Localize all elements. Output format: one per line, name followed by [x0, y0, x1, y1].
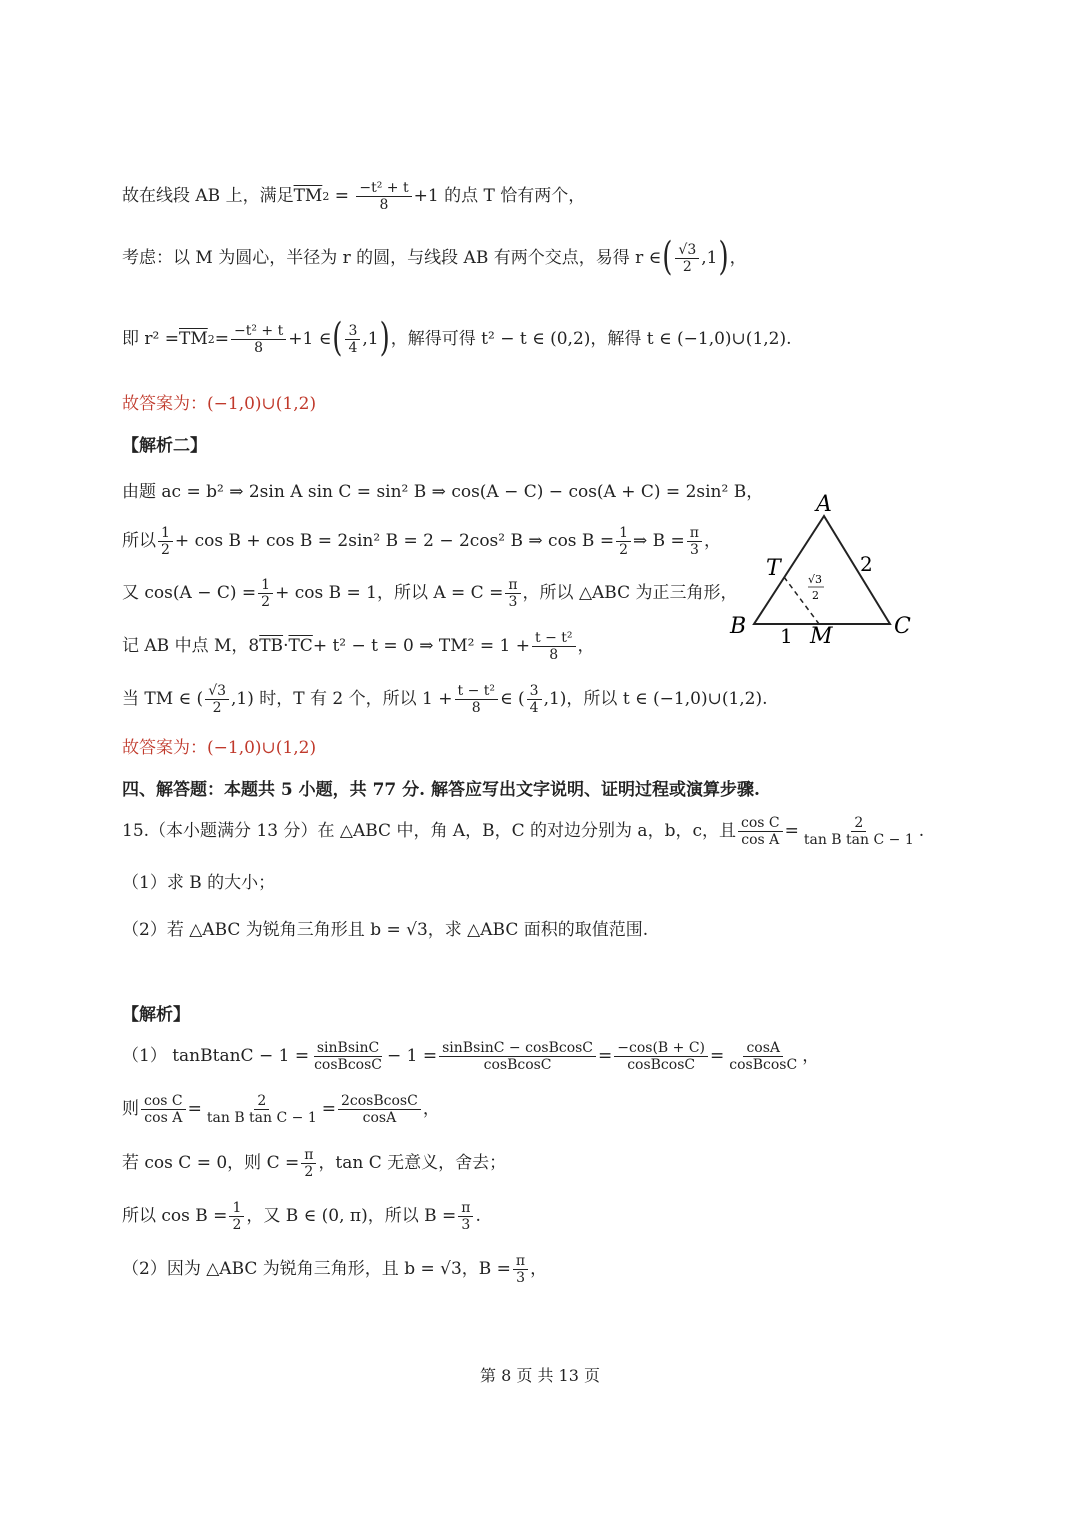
- text: ⇒ B =: [633, 531, 685, 552]
- page-footer: 第 8 页 共 13 页: [480, 1366, 600, 1385]
- fraction: [801, 815, 917, 848]
- fraction: [726, 1040, 800, 1073]
- paren-left: (: [332, 316, 343, 362]
- dot: ·: [283, 636, 289, 657]
- text: =: [598, 1046, 613, 1067]
- numerator: 1: [158, 525, 173, 542]
- numerator: π: [458, 1200, 473, 1217]
- text: 当 TM ∈ (: [122, 689, 204, 710]
- vertex-b-label: B: [730, 614, 747, 639]
- answer-2: [122, 738, 316, 758]
- numerator: 2: [254, 1093, 269, 1110]
- answer-1: [122, 394, 316, 414]
- text: ，: [802, 1046, 820, 1067]
- denominator: 2: [161, 542, 170, 559]
- text: （1）求 B 的大小；: [122, 873, 276, 893]
- denominator: 3: [689, 542, 699, 559]
- text: .: [475, 1206, 481, 1227]
- side-ac-label: 2: [860, 552, 873, 576]
- denominator: cos A: [144, 1110, 183, 1127]
- text: =: [321, 1099, 336, 1120]
- text: ,1)，所以 t ∈ (−1,0)∪(1,2).: [543, 689, 768, 710]
- text: =: [187, 1099, 202, 1120]
- text: +1 的点 T 恰有两个，: [413, 186, 586, 207]
- fraction: [513, 1253, 528, 1286]
- vector-tb: $\overline{TB}$: [259, 636, 284, 657]
- fraction: [455, 683, 499, 716]
- text: 若 cos C = 0，则 C =: [122, 1153, 300, 1174]
- numerator: 1: [229, 1200, 244, 1217]
- equals: =: [329, 186, 355, 207]
- text: 记 AB 中点 M，8: [122, 636, 260, 657]
- numerator: 1: [616, 525, 631, 542]
- denominator: 8: [549, 647, 559, 664]
- fraction: [675, 242, 699, 275]
- vector-tm: $\overline{TM}$: [179, 329, 208, 350]
- text: ，所以 △ABC 为正三角形，: [522, 583, 738, 604]
- question-15: [122, 815, 924, 848]
- denominator: cosA: [362, 1110, 397, 1127]
- paren-right: ): [379, 316, 390, 362]
- text: ，: [422, 1099, 440, 1120]
- text: 故在线段 AB 上，满足: [122, 186, 294, 207]
- text: 所以 cos B =: [122, 1206, 228, 1227]
- text: + cos B = 1，所以 A = C =: [275, 583, 504, 604]
- text: ，: [530, 1259, 548, 1280]
- text: （1） tanBtanC − 1 =: [122, 1046, 310, 1067]
- fraction: [258, 577, 273, 610]
- fraction: [158, 525, 173, 558]
- point-m-label: M: [810, 624, 833, 649]
- fraction: [439, 1040, 596, 1073]
- text: +1 ∈: [288, 329, 332, 350]
- denominator: 2: [619, 542, 628, 559]
- heading-solution: [122, 1005, 190, 1025]
- text: + cos B + cos B = 2sin² B = 2 − 2cos² B ⇒ cos B =: [174, 531, 615, 552]
- heading-text: 【解析】: [122, 1005, 190, 1025]
- denominator: 2: [304, 1164, 314, 1181]
- line-t2: [122, 235, 747, 281]
- equals: =: [784, 821, 799, 842]
- numerator: cos C: [141, 1093, 186, 1110]
- section-heading: [122, 780, 760, 800]
- fraction: [616, 525, 631, 558]
- line-s-1: [122, 1040, 819, 1073]
- fraction: [687, 525, 702, 558]
- text: ，解得可得 t² − t ∈ (0,2)，解得 t ∈ (−1,0)∪(1,2).: [390, 329, 792, 350]
- text: （2）若 △ABC 为锐角三角形且 b = √3，求 △ABC 面积的取值范围.: [122, 920, 649, 940]
- question-15-part-2: [122, 920, 648, 940]
- question-15-part-1: [122, 873, 275, 893]
- fraction: [338, 1093, 421, 1126]
- text: ，又 B ∈ (0, π)，所以 B =: [246, 1206, 457, 1227]
- text: （2）因为 △ABC 为锐角三角形，且 b = √3，B =: [122, 1259, 511, 1280]
- line-s2-1: [122, 482, 763, 502]
- numerator: π: [505, 577, 520, 594]
- text: ，: [577, 636, 595, 657]
- line-s-4: [122, 1200, 481, 1233]
- numerator: t − t²: [532, 630, 576, 647]
- numerator: −t² + t: [356, 180, 411, 197]
- numerator: π: [513, 1253, 528, 1270]
- denominator: 8: [379, 197, 389, 214]
- line-s2-4: [122, 630, 595, 663]
- text: 即 r² =: [122, 329, 179, 350]
- line-s2-2: [122, 525, 721, 558]
- numerator: 2cosBcosC: [338, 1093, 421, 1110]
- line-s-5: [122, 1253, 547, 1286]
- text: 15.（本小题满分 13 分）在 △ABC 中，角 A，B，C 的对边分别为 a，b，c，且: [122, 821, 736, 842]
- paren-right: ): [718, 235, 729, 281]
- denominator: 2: [232, 1217, 242, 1234]
- line-s-3: [122, 1147, 506, 1180]
- fraction: [356, 180, 411, 213]
- fraction: [738, 815, 783, 848]
- tm-length-num: √3: [808, 573, 823, 586]
- denominator: cosBcosC: [483, 1057, 552, 1074]
- side-bm-label: 1: [780, 624, 793, 648]
- denominator: 2: [261, 594, 271, 611]
- fraction: [527, 683, 542, 716]
- equals: =: [214, 329, 229, 350]
- fraction: [301, 1147, 316, 1180]
- denominator: 4: [348, 340, 358, 357]
- fraction: [532, 630, 576, 663]
- denominator: 3: [508, 594, 518, 611]
- fraction: [204, 1093, 320, 1126]
- text: ,1: [701, 248, 718, 269]
- paren-left: (: [662, 235, 673, 281]
- numerator: 3: [345, 323, 360, 340]
- fraction: [205, 683, 229, 716]
- numerator: −cos(B + C): [614, 1040, 708, 1057]
- fraction: [229, 1200, 244, 1233]
- vector-tm: $\overline{TM}$: [293, 186, 323, 207]
- answer-text: 故答案为：(−1,0)∪(1,2): [122, 394, 317, 414]
- text: ，: [729, 248, 747, 269]
- numerator: cos C: [738, 815, 783, 832]
- line-s2-3: [122, 577, 738, 610]
- fraction: [141, 1093, 186, 1126]
- denominator: cosBcosC: [729, 1057, 798, 1074]
- line-s2-5: [122, 683, 768, 716]
- text: .: [918, 821, 925, 842]
- text: 所以: [122, 531, 156, 552]
- numerator: 3: [527, 683, 542, 700]
- denominator: cosBcosC: [314, 1057, 382, 1074]
- numerator: t − t²: [455, 683, 499, 700]
- numerator: √3: [205, 683, 229, 700]
- numerator: π: [687, 525, 702, 542]
- text: ,1: [362, 329, 379, 350]
- text: 由题 ac = b² ⇒ 2sin A sin C = sin² B ⇒ cos(A − C) − cos(A + C) = 2sin² B，: [122, 482, 764, 502]
- line-t1: [122, 180, 585, 213]
- numerator: −t² + t: [231, 323, 286, 340]
- numerator: sinBsinC: [314, 1040, 382, 1057]
- text: − 1 =: [387, 1046, 438, 1067]
- text: 则: [122, 1099, 139, 1120]
- answer-text: 故答案为：(−1,0)∪(1,2): [122, 738, 317, 758]
- point-t-label: T: [766, 556, 781, 581]
- denominator: tan B tan C − 1: [206, 1110, 317, 1127]
- numerator: sinBsinC − cosBcosC: [439, 1040, 596, 1057]
- text: 又 cos(A − C) =: [122, 583, 257, 604]
- numerator: 2: [851, 815, 866, 832]
- denominator: cos A: [741, 832, 780, 849]
- vertex-a-label: A: [816, 492, 832, 517]
- fraction: [231, 323, 286, 356]
- text: =: [710, 1046, 725, 1067]
- denominator: 3: [461, 1217, 471, 1234]
- fraction: [458, 1200, 473, 1233]
- superscript: 2: [322, 190, 330, 203]
- text: + t² − t = 0 ⇒ TM² = 1 +: [312, 636, 531, 657]
- denominator: 8: [471, 700, 481, 717]
- denominator: tan B tan C − 1: [803, 832, 914, 849]
- denominator: 2: [212, 700, 222, 717]
- denominator: 2: [682, 259, 692, 276]
- fraction: [505, 577, 520, 610]
- vertex-c-label: C: [894, 614, 911, 639]
- text: ，: [704, 531, 721, 552]
- vector-tc: $\overline{TC}$: [288, 636, 313, 657]
- numerator: 1: [258, 577, 273, 594]
- denominator: 8: [254, 340, 264, 357]
- superscript: 2: [207, 333, 215, 346]
- tm-length-den: 2: [812, 589, 819, 602]
- line-s-2: [122, 1093, 440, 1126]
- denominator: cosBcosC: [627, 1057, 696, 1074]
- text: 考虑：以 M 为圆心，半径为 r 的圆，与线段 AB 有两个交点，易得 r ∈: [122, 248, 662, 269]
- denominator: 3: [516, 1270, 525, 1287]
- numerator: π: [301, 1147, 316, 1164]
- text: ∈ (: [500, 689, 525, 710]
- heading-text: 【解析二】: [122, 436, 207, 456]
- numerator: cosA: [743, 1040, 783, 1057]
- line-t3: [122, 316, 792, 362]
- heading-text: 四、解答题：本题共 5 小题，共 77 分. 解答应写出文字说明、证明过程或演算步骤.: [122, 780, 760, 800]
- fraction: [614, 1040, 708, 1073]
- triangle-figure: [724, 490, 924, 650]
- fraction: [311, 1040, 385, 1073]
- text: ,1) 时，T 有 2 个，所以 1 +: [231, 689, 453, 710]
- denominator: 4: [529, 700, 539, 717]
- fraction: [345, 323, 360, 356]
- numerator: √3: [675, 242, 699, 259]
- text: ，tan C 无意义，舍去；: [318, 1153, 507, 1174]
- heading-solution-2: [122, 436, 207, 456]
